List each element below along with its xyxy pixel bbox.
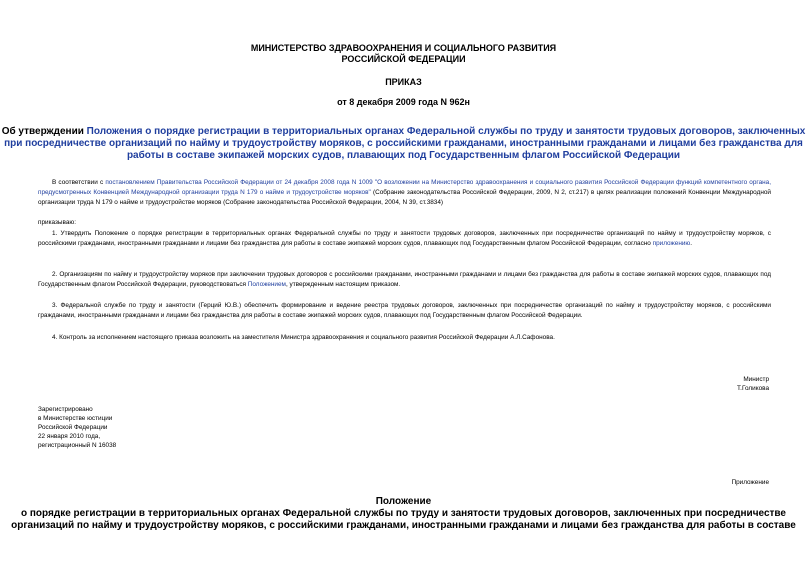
regulation-link[interactable]: Положением — [247, 281, 286, 288]
ministry-line-2: РОССИЙСКОЙ ФЕДЕРАЦИИ — [341, 54, 466, 64]
item-2 — [38, 270, 771, 290]
registration-line-4: 22 января 2010 года, — [38, 433, 101, 440]
doc-type: ПРИКАЗ — [385, 77, 422, 87]
title-prefix: Об утверждении — [1, 126, 84, 137]
preamble-text-2: (Собрание законодательства Российской Федерации, 2009, N 2, ст.217) в целях реализации положений Конвенции Международной организации труда N 179 о найме и трудоустройстве моряков (Собрание законодательства Российской Федерации, 2004, N 39, ст.3834) — [38, 189, 771, 206]
ministry-name — [0, 43, 807, 65]
signature-position: Министр — [743, 376, 769, 383]
item-3-text: 3. Федеральной службе по труду и занятости (Герций Ю.В.) обеспечить формирование и ведение реестра трудовых договоров, заключенных при посредничестве организаций по найму и трудоустройству моряков, с российскими гражданами, иностранными гражданами и лицами без гражданства для работы в составе экипажей морских судов, плавающих под Государственным флагом Российской Федерации. — [38, 302, 771, 319]
appendix-title-line-1: о порядке регистрации в территориальных органах Федеральной службы по труду и занятости трудовых договоров, заключенных при посредничестве — [21, 508, 786, 519]
title-link-line-1[interactable]: Положения о порядке регистрации в территориальных органах Федеральной службы по труду и занятости трудовых договоров, заключенных — [86, 126, 806, 137]
registration-line-5: регистрационный N 16038 — [38, 442, 117, 449]
preamble-decree-link[interactable]: постановлением Правительства Российской Федерации от 24 декабря 2008 года N 1009 "О возложении на Министерство здравоохранения и социального развития Российской Федерации функций компетентного органа, предусмотренных Конвенцией Международной организации труда N 179 о найме и трудоустройстве моряков" — [38, 179, 772, 196]
registration-line-2: в Министерстве юстиции — [38, 415, 113, 422]
doc-title — [0, 126, 807, 162]
item-2-end: , утвержденным настоящим приказом. — [285, 281, 401, 288]
preamble — [38, 178, 771, 208]
registration-line-1: Зарегистрировано — [38, 406, 93, 413]
registration-line-3: Российской Федерации — [38, 424, 108, 431]
doc-date-number: от 8 декабря 2009 года N 962н — [337, 97, 470, 107]
appendix-title-line-2: организаций по найму и трудоустройству моряков, с российскими гражданами, иностранными гражданами и лицами без гражданства для работы в составе — [11, 520, 796, 531]
appendix-title-word: Положение — [375, 496, 432, 507]
item-3 — [38, 301, 771, 321]
signature — [737, 375, 769, 393]
title-link-line-2[interactable]: при посредничестве организаций по найму и трудоустройству моряков, с российскими гражданами, иностранными гражданами и лицами без гражданства для — [4, 138, 803, 149]
signature-name: Т.Голикова — [736, 385, 769, 392]
appendix-title — [0, 496, 807, 532]
orders-word: приказываю: — [38, 219, 76, 226]
preamble-text-1: В соответствии с — [52, 179, 106, 186]
registration-block — [38, 405, 116, 450]
item-4 — [38, 333, 771, 343]
ministry-line-1: МИНИСТЕРСТВО ЗДРАВООХРАНЕНИЯ И СОЦИАЛЬНОГО РАЗВИТИЯ — [250, 43, 557, 53]
appendix-label: Приложение — [731, 479, 769, 486]
item-2-text: 2. Организациям по найму и трудоустройству моряков при заключении трудовых договоров с российскими гражданами, иностранными гражданами и лицами без гражданства для работы в составе экипажей морских судов, плавающих под Государственным флагом Российской Федерации, руководствоваться — [38, 271, 771, 288]
item-1-text: 1. Утвердить Положение о порядке регистрации в территориальных органах Федеральной службы по труду и занятости трудовых договоров, заключенных при посредничестве организаций по найму и трудоустройству моряков, с российскими гражданами, иностранными гражданами и лицами без гражданства для работы в составе экипажей морских судов, плавающих под Государственным флагом Российской Федерации, согласно — [38, 230, 771, 247]
item-1 — [38, 229, 771, 249]
title-link-line-3[interactable]: работы в составе экипажей морских судов, плавающих под Государственным флагом Российской Федерации — [126, 150, 681, 161]
item-1-end: . — [690, 240, 693, 247]
item-4-text: 4. Контроль за исполнением настоящего приказа возложить на заместителя Министра здравоохранения и социального развития Российской Федерации А.Л.Сафонова. — [52, 334, 555, 341]
appendix-link[interactable]: приложению — [652, 240, 691, 247]
